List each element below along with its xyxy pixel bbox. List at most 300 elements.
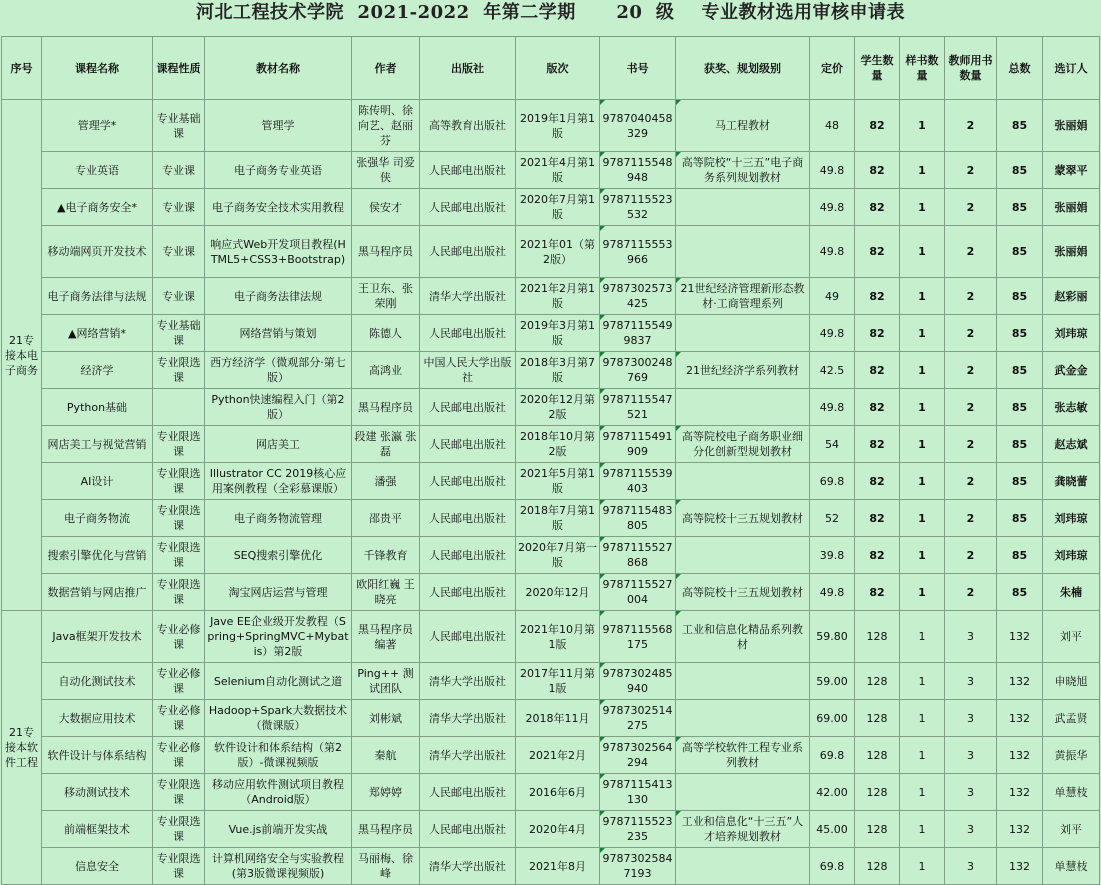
cell-publisher: 人民邮电出版社 (420, 611, 516, 663)
cell-award (676, 537, 810, 574)
cell-book: 电子商务物流管理 (205, 500, 352, 537)
cell-edition: 2020年12月第2版 (516, 389, 600, 426)
cell-edition: 2020年4月 (516, 811, 600, 848)
cell-price: 54 (810, 426, 855, 463)
cell-edition: 2018年3月第7版 (516, 352, 600, 389)
cell-buyer: 张志敏 (1043, 389, 1100, 426)
cell-teacher: 2 (945, 463, 997, 500)
cell-students: 82 (855, 426, 900, 463)
cell-isbn: 9787115527868 (600, 537, 676, 574)
cell-samples: 1 (900, 315, 945, 352)
cell-author: 陈传明、徐向艺、赵丽芬 (352, 100, 420, 152)
table-row (2, 226, 1100, 278)
cell-teacher: 2 (945, 278, 997, 315)
cell-buyer: 刘玮琼 (1043, 500, 1100, 537)
cell-nature: 专业课 (153, 189, 205, 226)
column-header: 选订人 (1043, 37, 1100, 100)
cell-nature: 专业课 (153, 278, 205, 315)
cell-publisher: 人民邮电出版社 (420, 574, 516, 611)
cell-edition: 2019年1月第1版 (516, 100, 600, 152)
cell-buyer: 刘玮琼 (1043, 537, 1100, 574)
cell-price: 59.80 (810, 611, 855, 663)
cell-buyer: 单慧枝 (1043, 774, 1100, 811)
cell-students: 82 (855, 152, 900, 189)
cell-book: 管理学 (205, 100, 352, 152)
cell-publisher: 人民邮电出版社 (420, 463, 516, 500)
cell-edition: 2021年5月第1版 (516, 463, 600, 500)
cell-award (676, 700, 810, 737)
cell-nature: 专业限选课 (153, 774, 205, 811)
cell-nature: 专业基础课 (153, 100, 205, 152)
column-header: 样书数量 (900, 37, 945, 100)
cell-teacher: 2 (945, 352, 997, 389)
cell-students: 82 (855, 315, 900, 352)
cell-price: 49 (810, 278, 855, 315)
cell-teacher: 3 (945, 611, 997, 663)
cell-author: 邵贵平 (352, 500, 420, 537)
cell-publisher: 人民邮电出版社 (420, 537, 516, 574)
column-header: 学生数量 (855, 37, 900, 100)
cell-award: 高等院校“十三五”电子商务系列规划教材 (676, 152, 810, 189)
cell-author: 潘强 (352, 463, 420, 500)
cell-award (676, 774, 810, 811)
cell-total: 85 (997, 463, 1043, 500)
cell-edition: 2020年7月第1版 (516, 189, 600, 226)
cell-course: 数据营销与网店推广 (42, 574, 153, 611)
cell-teacher: 2 (945, 189, 997, 226)
cell-edition: 2018年10月第2版 (516, 426, 600, 463)
cell-award: 高等学校软件工程专业系列教材 (676, 737, 810, 774)
cell-teacher: 3 (945, 811, 997, 848)
cell-teacher: 2 (945, 226, 997, 278)
cell-publisher: 清华大学出版社 (420, 278, 516, 315)
cell-award: 工业和信息化“十三五”人才培养规划教材 (676, 811, 810, 848)
cell-publisher: 清华大学出版社 (420, 737, 516, 774)
cell-course: 信息安全 (42, 848, 153, 885)
cell-author: 段建 张瀛 张磊 (352, 426, 420, 463)
cell-price: 49.8 (810, 315, 855, 352)
cell-award: 21世纪经济学系列教材 (676, 352, 810, 389)
cell-course: AI设计 (42, 463, 153, 500)
cell-teacher: 2 (945, 152, 997, 189)
cell-total: 132 (997, 811, 1043, 848)
cell-buyer: 申晓旭 (1043, 663, 1100, 700)
table-row (2, 500, 1100, 537)
column-header: 课程性质 (153, 37, 205, 100)
cell-award: 工业和信息化精品系列教材 (676, 611, 810, 663)
cell-course: 专业英语 (42, 152, 153, 189)
cell-isbn: 9787115568175 (600, 611, 676, 663)
cell-publisher: 人民邮电出版社 (420, 774, 516, 811)
cell-book: 西方经济学（微观部分·第七版） (205, 352, 352, 389)
cell-book: 计算机网络安全与实验教程(第3版微课视频版) (205, 848, 352, 885)
cell-nature: 专业必修课 (153, 663, 205, 700)
cell-author: Ping++ 测试团队 (352, 663, 420, 700)
cell-book: 电子商务法律法规 (205, 278, 352, 315)
cell-price: 48 (810, 100, 855, 152)
cell-nature: 专业限选课 (153, 500, 205, 537)
cell-author: 黑马程序员 (352, 811, 420, 848)
cell-isbn: 9787115491909 (600, 426, 676, 463)
cell-award (676, 189, 810, 226)
cell-buyer: 赵志斌 (1043, 426, 1100, 463)
cell-award (676, 848, 810, 885)
cell-isbn: 9787302573425 (600, 278, 676, 315)
cell-award (676, 463, 810, 500)
cell-samples: 1 (900, 537, 945, 574)
table-row (2, 537, 1100, 574)
cell-author: 黑马程序员 (352, 389, 420, 426)
cell-publisher: 清华大学出版社 (420, 663, 516, 700)
cell-edition: 2018年7月第1版 (516, 500, 600, 537)
table-row (2, 611, 1100, 663)
cell-nature: 专业课 (153, 226, 205, 278)
cell-award: 高等院校十三五规划教材 (676, 574, 810, 611)
cell-publisher: 人民邮电出版社 (420, 152, 516, 189)
cell-students: 128 (855, 774, 900, 811)
cell-teacher: 3 (945, 663, 997, 700)
cell-nature: 专业限选课 (153, 848, 205, 885)
cell-samples: 1 (900, 100, 945, 152)
cell-book: 电子商务安全技术实用教程 (205, 189, 352, 226)
table-row (2, 315, 1100, 352)
cell-nature: 专业课 (153, 152, 205, 189)
cell-isbn: 9787115523532 (600, 189, 676, 226)
cell-students: 82 (855, 352, 900, 389)
cell-award: 21世纪经济管理新形态教材·工商管理系列 (676, 278, 810, 315)
cell-samples: 1 (900, 352, 945, 389)
cell-nature: 专业必修课 (153, 700, 205, 737)
cell-students: 82 (855, 100, 900, 152)
table-row (2, 774, 1100, 811)
column-header: 序号 (2, 37, 42, 100)
cell-buyer: 武孟贤 (1043, 700, 1100, 737)
cell-samples: 1 (900, 389, 945, 426)
cell-author: 陈德人 (352, 315, 420, 352)
cell-publisher: 清华大学出版社 (420, 700, 516, 737)
cell-samples: 1 (900, 226, 945, 278)
cell-buyer: 单慧枝 (1043, 848, 1100, 885)
table-row (2, 737, 1100, 774)
cell-students: 82 (855, 389, 900, 426)
textbook-table (1, 36, 1100, 885)
cell-course: 管理学* (42, 100, 153, 152)
cell-course: 电子商务法律与法规 (42, 278, 153, 315)
cell-price: 69.8 (810, 737, 855, 774)
cell-buyer: 朱楠 (1043, 574, 1100, 611)
cell-samples: 1 (900, 426, 945, 463)
cell-isbn: 9787115523235 (600, 811, 676, 848)
cell-isbn: 9787302514275 (600, 700, 676, 737)
cell-edition: 2017年11月第1版 (516, 663, 600, 700)
cell-students: 82 (855, 189, 900, 226)
cell-isbn: 97873025847193 (600, 848, 676, 885)
cell-isbn: 9787115548948 (600, 152, 676, 189)
cell-publisher: 人民邮电出版社 (420, 811, 516, 848)
cell-author: 黑马程序员编著 (352, 611, 420, 663)
cell-total: 132 (997, 737, 1043, 774)
cell-buyer: 黄振华 (1043, 737, 1100, 774)
cell-total: 85 (997, 152, 1043, 189)
cell-edition: 2021年2月 (516, 737, 600, 774)
cell-nature: 专业限选课 (153, 811, 205, 848)
table-row (2, 426, 1100, 463)
cell-publisher: 人民邮电出版社 (420, 226, 516, 278)
cell-total: 85 (997, 189, 1043, 226)
column-header: 课程名称 (42, 37, 153, 100)
cell-isbn: 9787115547521 (600, 389, 676, 426)
cell-total: 85 (997, 500, 1043, 537)
cell-total: 85 (997, 100, 1043, 152)
cell-teacher: 2 (945, 574, 997, 611)
table-row (2, 663, 1100, 700)
cell-samples: 1 (900, 278, 945, 315)
cell-buyer: 武金金 (1043, 352, 1100, 389)
cell-buyer: 刘玮琼 (1043, 315, 1100, 352)
cell-course: 经济学 (42, 352, 153, 389)
cell-samples: 1 (900, 700, 945, 737)
cell-buyer: 刘平 (1043, 811, 1100, 848)
cell-isbn: 9787040458329 (600, 100, 676, 152)
cell-students: 128 (855, 700, 900, 737)
table-row (2, 152, 1100, 189)
column-header: 版次 (516, 37, 600, 100)
cell-students: 128 (855, 611, 900, 663)
cell-author: 侯安才 (352, 189, 420, 226)
cell-course: 移动测试技术 (42, 774, 153, 811)
cell-samples: 1 (900, 463, 945, 500)
cell-samples: 1 (900, 189, 945, 226)
cell-teacher: 2 (945, 100, 997, 152)
cell-course: Python基础 (42, 389, 153, 426)
cell-award: 高等院校电子商务职业细分化创新型规划教材 (676, 426, 810, 463)
cell-publisher: 人民邮电出版社 (420, 189, 516, 226)
cell-teacher: 2 (945, 500, 997, 537)
cell-price: 52 (810, 500, 855, 537)
cell-samples: 1 (900, 663, 945, 700)
cell-total: 132 (997, 848, 1043, 885)
cell-book: Illustrator CC 2019核心应用案例教程（全彩慕课版） (205, 463, 352, 500)
cell-author: 刘彬斌 (352, 700, 420, 737)
cell-book: 网店美工 (205, 426, 352, 463)
cell-isbn: 9787302485940 (600, 663, 676, 700)
cell-price: 59.00 (810, 663, 855, 700)
cell-author: 黑马程序员 (352, 226, 420, 278)
cell-edition: 2021年8月 (516, 848, 600, 885)
cell-award (676, 663, 810, 700)
cell-teacher: 3 (945, 848, 997, 885)
cell-teacher: 3 (945, 737, 997, 774)
cell-teacher: 2 (945, 389, 997, 426)
cell-students: 128 (855, 848, 900, 885)
cell-award (676, 226, 810, 278)
cell-price: 39.8 (810, 537, 855, 574)
table-row (2, 389, 1100, 426)
cell-edition: 2019年3月第1版 (516, 315, 600, 352)
cell-students: 128 (855, 663, 900, 700)
cell-course: 前端框架技术 (42, 811, 153, 848)
table-row (2, 848, 1100, 885)
cell-course: 移动端网页开发技术 (42, 226, 153, 278)
cell-award: 马工程教材 (676, 100, 810, 152)
cell-author: 秦航 (352, 737, 420, 774)
cell-publisher: 人民邮电出版社 (420, 389, 516, 426)
column-header: 总数 (997, 37, 1043, 100)
header-row (2, 37, 1100, 100)
column-header: 书号 (600, 37, 676, 100)
cell-award: 高等院校十三五规划教材 (676, 500, 810, 537)
cell-samples: 1 (900, 152, 945, 189)
cell-price: 69.8 (810, 848, 855, 885)
cell-book: 响应式Web开发项目教程(HTML5+CSS3+Bootstrap) (205, 226, 352, 278)
cell-samples: 1 (900, 611, 945, 663)
cell-buyer: 张丽娟 (1043, 189, 1100, 226)
cell-course: 软件设计与体系结构 (42, 737, 153, 774)
cell-buyer: 张丽娟 (1043, 100, 1100, 152)
cell-total: 85 (997, 226, 1043, 278)
cell-samples: 1 (900, 848, 945, 885)
cell-students: 128 (855, 737, 900, 774)
cell-buyer: 赵彩丽 (1043, 278, 1100, 315)
cell-price: 69.8 (810, 463, 855, 500)
cell-publisher: 人民邮电出版社 (420, 426, 516, 463)
cell-samples: 1 (900, 500, 945, 537)
cell-book: 移动应用软件测试项目教程（Android版） (205, 774, 352, 811)
table-row (2, 574, 1100, 611)
cell-author: 郑婷婷 (352, 774, 420, 811)
cell-course: 电子商务物流 (42, 500, 153, 537)
cell-total: 132 (997, 774, 1043, 811)
column-header: 定价 (810, 37, 855, 100)
column-header: 获奖、规划级别 (676, 37, 810, 100)
cell-total: 132 (997, 700, 1043, 737)
cell-isbn: 9787302564294 (600, 737, 676, 774)
cell-buyer: 龚晓蕾 (1043, 463, 1100, 500)
cell-price: 49.8 (810, 226, 855, 278)
cell-publisher: 人民邮电出版社 (420, 315, 516, 352)
section-label: 21专接本软件工程 (2, 611, 42, 885)
column-header: 教材名称 (205, 37, 352, 100)
cell-samples: 1 (900, 737, 945, 774)
cell-teacher: 2 (945, 426, 997, 463)
cell-price: 45.00 (810, 811, 855, 848)
cell-nature: 专业限选课 (153, 352, 205, 389)
cell-author: 王卫东、张荣刚 (352, 278, 420, 315)
cell-price: 49.8 (810, 389, 855, 426)
table-row (2, 463, 1100, 500)
cell-price: 49.8 (810, 189, 855, 226)
cell-isbn: 9787300248769 (600, 352, 676, 389)
cell-course: 网店美工与视觉营销 (42, 426, 153, 463)
cell-teacher: 3 (945, 774, 997, 811)
cell-book: Jave EE企业级开发教程（Spring+SpringMVC+Mybatis）第2版 (205, 611, 352, 663)
cell-total: 85 (997, 352, 1043, 389)
table-row (2, 100, 1100, 152)
cell-publisher: 清华大学出版社 (420, 848, 516, 885)
cell-students: 82 (855, 278, 900, 315)
cell-students: 82 (855, 500, 900, 537)
cell-isbn: 97871155499837 (600, 315, 676, 352)
cell-book: 网络营销与策划 (205, 315, 352, 352)
cell-buyer: 蒙翠平 (1043, 152, 1100, 189)
cell-book: Selenium自动化测试之道 (205, 663, 352, 700)
cell-isbn: 9787115553966 (600, 226, 676, 278)
cell-author: 张强华 司爱侠 (352, 152, 420, 189)
cell-edition: 2020年12月 (516, 574, 600, 611)
column-header: 出版社 (420, 37, 516, 100)
cell-price: 42.00 (810, 774, 855, 811)
table-row (2, 700, 1100, 737)
cell-edition: 2021年2月第1版 (516, 278, 600, 315)
cell-nature: 专业限选课 (153, 463, 205, 500)
cell-publisher: 中国人民大学出版社 (420, 352, 516, 389)
cell-isbn: 9787115483805 (600, 500, 676, 537)
cell-publisher: 人民邮电出版社 (420, 500, 516, 537)
cell-author: 马丽梅、徐峰 (352, 848, 420, 885)
cell-course: 自动化测试技术 (42, 663, 153, 700)
cell-edition: 2021年10月第1版 (516, 611, 600, 663)
cell-total: 85 (997, 315, 1043, 352)
cell-students: 82 (855, 463, 900, 500)
cell-course: Java框架开发技术 (42, 611, 153, 663)
cell-course: ▲电子商务安全* (42, 189, 153, 226)
cell-total: 85 (997, 574, 1043, 611)
cell-price: 42.5 (810, 352, 855, 389)
cell-nature: 专业基础课 (153, 315, 205, 352)
cell-author: 千锋教育 (352, 537, 420, 574)
cell-book: Vue.js前端开发实战 (205, 811, 352, 848)
cell-author: 欧阳红巍 王晓亮 (352, 574, 420, 611)
cell-isbn: 9787115527004 (600, 574, 676, 611)
cell-nature: 专业限选课 (153, 574, 205, 611)
cell-teacher: 2 (945, 537, 997, 574)
cell-total: 132 (997, 663, 1043, 700)
cell-publisher: 高等教育出版社 (420, 100, 516, 152)
cell-buyer: 刘平 (1043, 611, 1100, 663)
cell-edition: 2021年01（第2版） (516, 226, 600, 278)
cell-isbn: 9787115539403 (600, 463, 676, 500)
cell-students: 82 (855, 574, 900, 611)
cell-price: 49.8 (810, 574, 855, 611)
cell-nature: 专业限选课 (153, 426, 205, 463)
cell-course: 搜索引擎优化与营销 (42, 537, 153, 574)
cell-edition: 2020年7月第一版 (516, 537, 600, 574)
cell-buyer: 张丽娟 (1043, 226, 1100, 278)
cell-students: 82 (855, 537, 900, 574)
cell-course: 大数据应用技术 (42, 700, 153, 737)
table-row (2, 189, 1100, 226)
cell-total: 85 (997, 426, 1043, 463)
cell-price: 69.00 (810, 700, 855, 737)
cell-samples: 1 (900, 811, 945, 848)
cell-total: 132 (997, 611, 1043, 663)
cell-book: 软件设计和体系结构（第2版）-微课视频版 (205, 737, 352, 774)
cell-students: 82 (855, 226, 900, 278)
cell-book: Python快速编程入门（第2版） (205, 389, 352, 426)
cell-award (676, 389, 810, 426)
cell-book: SEQ搜索引擎优化 (205, 537, 352, 574)
cell-isbn: 9787115413130 (600, 774, 676, 811)
cell-author: 高鸿业 (352, 352, 420, 389)
table-row (2, 278, 1100, 315)
cell-nature (153, 389, 205, 426)
cell-samples: 1 (900, 574, 945, 611)
cell-book: Hadoop+Spark大数据技术（微课版） (205, 700, 352, 737)
section-label: 21专接本电子商务 (2, 100, 42, 611)
cell-nature: 专业必修课 (153, 611, 205, 663)
cell-course: ▲网络营销* (42, 315, 153, 352)
column-header: 作者 (352, 37, 420, 100)
